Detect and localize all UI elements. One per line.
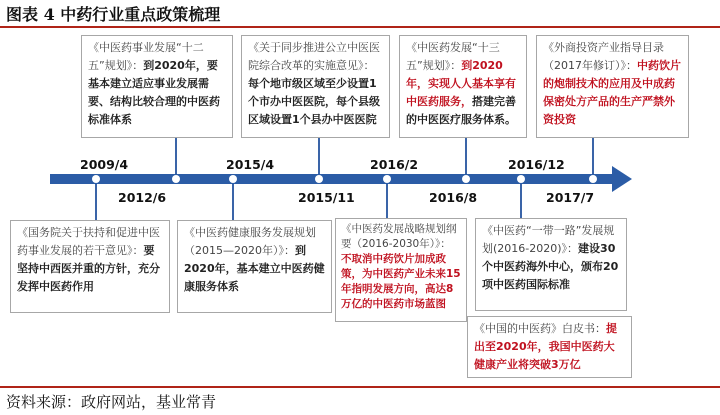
policy-doc-name: 《外商投资产业指导目录（2017年修订）》： [543, 41, 664, 72]
year-label-2012-6: 2012/6 [118, 190, 167, 205]
policy-highlight: 到2020年，实现人人基本享有中医药服务， [406, 59, 516, 108]
year-label-2009-4: 2009/4 [80, 157, 129, 172]
policy-highlight: 不取消中药饮片加成政策，为中医药产业未来15年指明发展方向，高达8万亿的中医药市场蓝图 [341, 253, 461, 310]
figure-title: 图表 4 中药行业重点政策梳理 [6, 5, 221, 24]
policy-content: 每个地市级区域至少设置1个市办中医医院，每个县级区域设置1个县办中医医院 [248, 77, 380, 126]
title-rule [0, 26, 720, 28]
policy-doc-name: 《关于同步推进公立中医医院综合改革的实施意见》： [248, 41, 380, 72]
year-label-2016-8: 2016/8 [429, 190, 478, 205]
policy-box-2012-6 [81, 35, 233, 138]
policy-box-2009-4 [10, 220, 170, 313]
policy-content: 到2020年，基本建立中医药健康服务体系 [184, 244, 325, 293]
year-label-2017-7: 2017/7 [546, 190, 595, 205]
connector-2017-7 [592, 138, 594, 175]
policy-content: 建设30个中医药海外中心，颁布20项中医药国际标准 [482, 242, 619, 291]
connector-2015-4 [232, 184, 234, 220]
policy-doc-name: 《中医药健康服务发展规划（2015—2020年）》： [184, 226, 316, 257]
policy-box-2016-8 [399, 35, 527, 138]
policy-content: 要坚持中西医并重的方针，充分发挥中医药作用 [17, 244, 160, 293]
policy-doc-name: 《中医药事业发展“十二五”规划》： [88, 41, 204, 72]
policy-highlight: 中药饮片的炮制技术的应用及中成药保密处方产品的生产严禁外资投资 [543, 59, 681, 126]
policy-box-2015-4 [177, 220, 332, 313]
policy-box-2016-2 [335, 218, 467, 322]
policy-doc-name: 《国务院关于扶持和促进中医药事业发展的若干意见》： [17, 226, 160, 257]
timeline-dot [229, 175, 237, 183]
timeline-dot [172, 175, 180, 183]
policy-box-whitepaper [467, 316, 632, 378]
connector-2015-11 [318, 138, 320, 175]
timeline-dot [383, 175, 391, 183]
timeline-dot [589, 175, 597, 183]
timeline-dot [92, 175, 100, 183]
source-note: 资料来源：政府网站，基业常青 [6, 393, 217, 411]
policy-highlight: 提出至2020年，我国中医药大健康产业将突破3万亿 [474, 322, 617, 371]
connector-2012-6 [175, 138, 177, 175]
year-label-2015-11: 2015/11 [298, 190, 355, 205]
policy-doc-name: 《中医药发展“十三五”规划》： [406, 41, 500, 72]
connector-2016-8 [465, 138, 467, 175]
timeline-dot [462, 175, 470, 183]
policy-box-2016-12 [475, 218, 627, 311]
policy-doc-name: 《中医药“一带一路”发展规划(2016-2020)》： [482, 224, 615, 255]
policy-content: 到2020年，要基本建立适应事业发展需要、结构比较合理的中医药标准体系 [88, 59, 220, 126]
policy-box-2015-11 [241, 35, 390, 138]
timeline-dot [517, 175, 525, 183]
timeline-arrow-icon [612, 166, 632, 192]
policy-doc-name: 《中医药发展战略规划纲要（2016-2030年）》： [341, 223, 457, 250]
policy-content: 搭建完善的中医医疗服务体系。 [406, 95, 516, 126]
year-label-2016-12: 2016/12 [508, 157, 565, 172]
timeline-dot [315, 175, 323, 183]
connector-2009-4 [95, 184, 97, 220]
connector-2016-2 [386, 184, 388, 218]
source-rule [0, 386, 720, 388]
year-label-2015-4: 2015/4 [226, 157, 275, 172]
year-label-2016-2: 2016/2 [370, 157, 419, 172]
policy-doc-name: 《中国的中医药》白皮书： [474, 322, 606, 335]
timeline-axis [50, 174, 614, 184]
policy-box-2017-7 [536, 35, 689, 138]
connector-2016-12 [520, 184, 522, 218]
